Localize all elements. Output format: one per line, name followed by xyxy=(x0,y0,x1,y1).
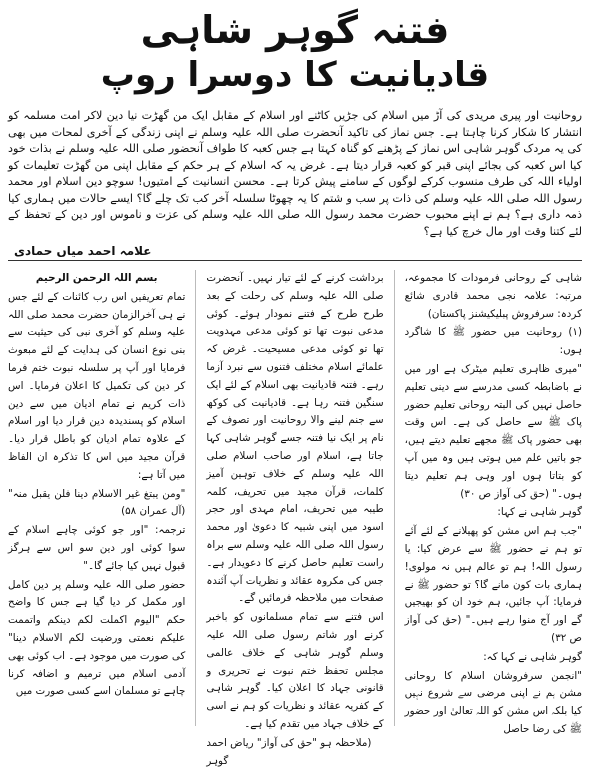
quote: "انجمن سرفروشان اسلام کا روحانی مشن ہم نے اپنی مرضی سے شروع نہیں کیا بلکہ اس مشن کو اللہ تعالیٰ اور حضور ﷺ کی رضا حاصل xyxy=(404,669,582,735)
quran-verse: "ومن یبتغ غیر الاسلام دینا فلن یقبل منہ" (آل عمران ۵۸) xyxy=(8,487,186,518)
subheading: گوہر شاہی نے کہا: xyxy=(497,506,582,519)
subheading: گوہر شاہی نے کہا کہ: xyxy=(483,650,582,663)
column-middle xyxy=(206,270,384,767)
paragraph: تمام تعریفیں اس رب کائنات کے لئے جس نے ہی آخرالزمان حضرت محمد صلی اللہ علیہ وسلم کو آخری نبی کی حیثیت سے بنی نوع انسان کی ہدایت کے لئے مبعوث فرمایا اور آپ پر سلسلہ نبوت ختم فرما کر دین کی تکمیل کا اعلان فرمایا۔ اس ذات کریم نے تمام ادیان میں سے دین اسلام کو پسندیدہ دین قرار دیا اور اسلام کے علاوہ تمام ادیان کو باطل قرار دیا۔ قرآن مجید میں اس کا تذکرہ ان الفاظ میں آتا ہے: xyxy=(8,290,186,481)
heading: (۱) روحانیت میں حضور ﷺ کا شاگرد ہوں: xyxy=(404,326,582,357)
column-divider xyxy=(195,270,196,726)
divider xyxy=(8,260,582,261)
paragraph: برداشت کرنے کے لئے تیار نہیں۔ آنحضرت صلی اللہ علیہ وسلم کی رحلت کے بعد طرح طرح کے فتنے نمودار ہوئے۔ کوئی مدعی نبوت تھا تو کوئی مدعی مہدویت تھا تو کوئی مدعی مسیحیت۔ غرض کہ علمائے اسلام مختلف فتنوں سے نبرد آزما رہے۔ فتنہ قادیانیت بھی اسلام کے لئے ایک سنگین فتنہ رہا ہے۔ قادیانیت کی کوکھ سے جنم لینے والا روحانیت اور تصوف کے نام پر ایک نیا فتنہ جسے گوہر شاہی کہا جاتا ہے، اسلام اور صاحب اسلام صلی اللہ علیہ وسلم کے خلاف توہین آمیز کلمات، قرآن مجید میں تحریف، کلمہ طیبہ میں تحریف، امام مہدی اور حجر اسود میں اپنی شبیہ کا دعویٰ اور محمد رسول اللہ صلی اللہ علیہ وسلم سے براہ راست تعلیم حاصل کرنے کا دعویدار ہے۔ جس کی مکروہ عقائد و نظریات آپ آئندہ صفحات میں ملاحظہ فرمائیں گے۔ xyxy=(206,272,384,605)
author-row xyxy=(8,242,582,264)
column-right xyxy=(8,270,185,726)
article-subtitle: قادیانیت کا دوسرا روپ xyxy=(100,55,490,95)
column-divider xyxy=(394,270,395,726)
translation: ترجمہ: "اور جو کوئی چاہے اسلام کے سوا کوئی اور دین سو اس سے ہرگز قبول نہیں کیا جائے گا۔" xyxy=(8,524,186,572)
paragraph: حضور صلی اللہ علیہ وسلم پر دین کامل اور مکمل کر دیا گیا ہے جس کا واضح حکم "الیوم اکملت لکم دینکم واتممت علیکم نعمتی ورضیت لکم الاسلام دینا" کی صورت میں موجود ہے۔ اب کوئی بھی آدمی اسلام میں ترمیم و اضافہ کرنا چاہے تو مسلمان اسے کسی صورت میں xyxy=(8,578,186,698)
article-columns xyxy=(8,270,582,767)
quote: "جب ہم اس مشن کو پھیلانے کے لئے آئے تو ہم نے حضور ﷺ سے عرض کیا: یا رسول اللہ! ہم تو عالم ہیں نہ مولوی! ہماری بات کون مانے گا؟ تو حضور ﷺ نے فرمایا: آپ جائیں، ہم خود ان کو بھیجیں گے اور آج منوا رہے ہیں۔" (حق کی آواز ص ۳۲) xyxy=(404,525,582,644)
article-title: فتنہ گوہر شاہی xyxy=(140,8,450,52)
quote: "میری ظاہری تعلیم میٹرک ہے اور میں نے باضابطہ کسی مدرسے سے دینی تعلیم حاصل نہیں کی البتہ روحانی تعلیم حضور پاک ﷺ سے حاصل کی ہے۔ اس وقت بھی حضور پاک ﷺ مجھے تعلیم دیتے ہیں، جو باتیں علم میں ہوتی ہیں وہ میں آپ کو بتاتا ہوں اور وہی ہم تعلیم دیتا ہوں۔" (حق کی آواز ص ۳۰) xyxy=(404,362,582,500)
bismillah: بسم اللہ الرحمن الرحیم xyxy=(35,272,158,284)
author-name: علامہ احمد میاں حمادی xyxy=(14,244,152,258)
paragraph: اس فتنے سے تمام مسلمانوں کو باخبر کرنے اور شاتم رسول صلی اللہ علیہ وسلم گوہر شاہی کے خلاف عالمی مجلس تحفظ ختم نبوت نے تحریری و قانونی جہاد کا اعلان کیا۔ گوہر شاہی کے کفریہ عقائد و نظریات کو ہم نے اسی کے خلاف جہاد میں تقدم کیا ہے۔ xyxy=(206,611,384,730)
intro-paragraph: روحانیت اور پیری مریدی کی آڑ میں اسلام کی جڑیں کاٹنے اور اسلام کے مقابل ایک من گھڑت نیا دین لاکر امت مسلمہ کو انتشار کا شکار کرنا چاہتا ہے۔ جس نماز کی تاکید آنحضرت صلی اللہ علیہ وسلم نے اپنی زندگی کے آخری لمحات میں بھی کی یہ مردک گوہر شاہی اس نماز کے پڑھنے کو گناہ کہتا ہے جس کعبہ کا طواف آنحضور صلی اللہ علیہ وسلم نے بذات خود کیا اس کعبہ کی بجائے اپنی قبر کو کعبہ قرار دیتا ہے۔ غرض یہ کہ اسلام کے ہر حکم کے مقابل اپنی من گھڑت تعلیمات کو اولیاء اللہ کی طرف منسوب کرکے لوگوں کے سامنے پیش کرتا ہے۔ محسن انسانیت کے امتیوں! سوچو دین اسلام اور محمد رسول اللہ صلی اللہ علیہ وسلم کی ذات پر سب و شتم کا یہ چھوٹا سلسلہ آخر کب تک چلے گا؟ ایسے حالات میں ہماری کیا ذمہ داری ہے؟ ہم نے اپنے محبوب حضرت محمد رسول اللہ صلی اللہ علیہ وسلم کی عزت و ناموس اور دین کے تحفظ کے لئے کتنا وقت اور مال خرچ کیا ہے؟ xyxy=(8,109,582,238)
column-left xyxy=(404,270,582,735)
paragraph: شاہی کے روحانی فرمودات کا مجموعہ، مرتبہ: علامہ نجی محمد قادری شائع کردہ: سرفروش پبلیکیشنز پاکستان) xyxy=(404,272,582,320)
reference: (ملاحظہ ہو "حق کی آواز" ریاض احمد گوہر xyxy=(206,736,372,767)
